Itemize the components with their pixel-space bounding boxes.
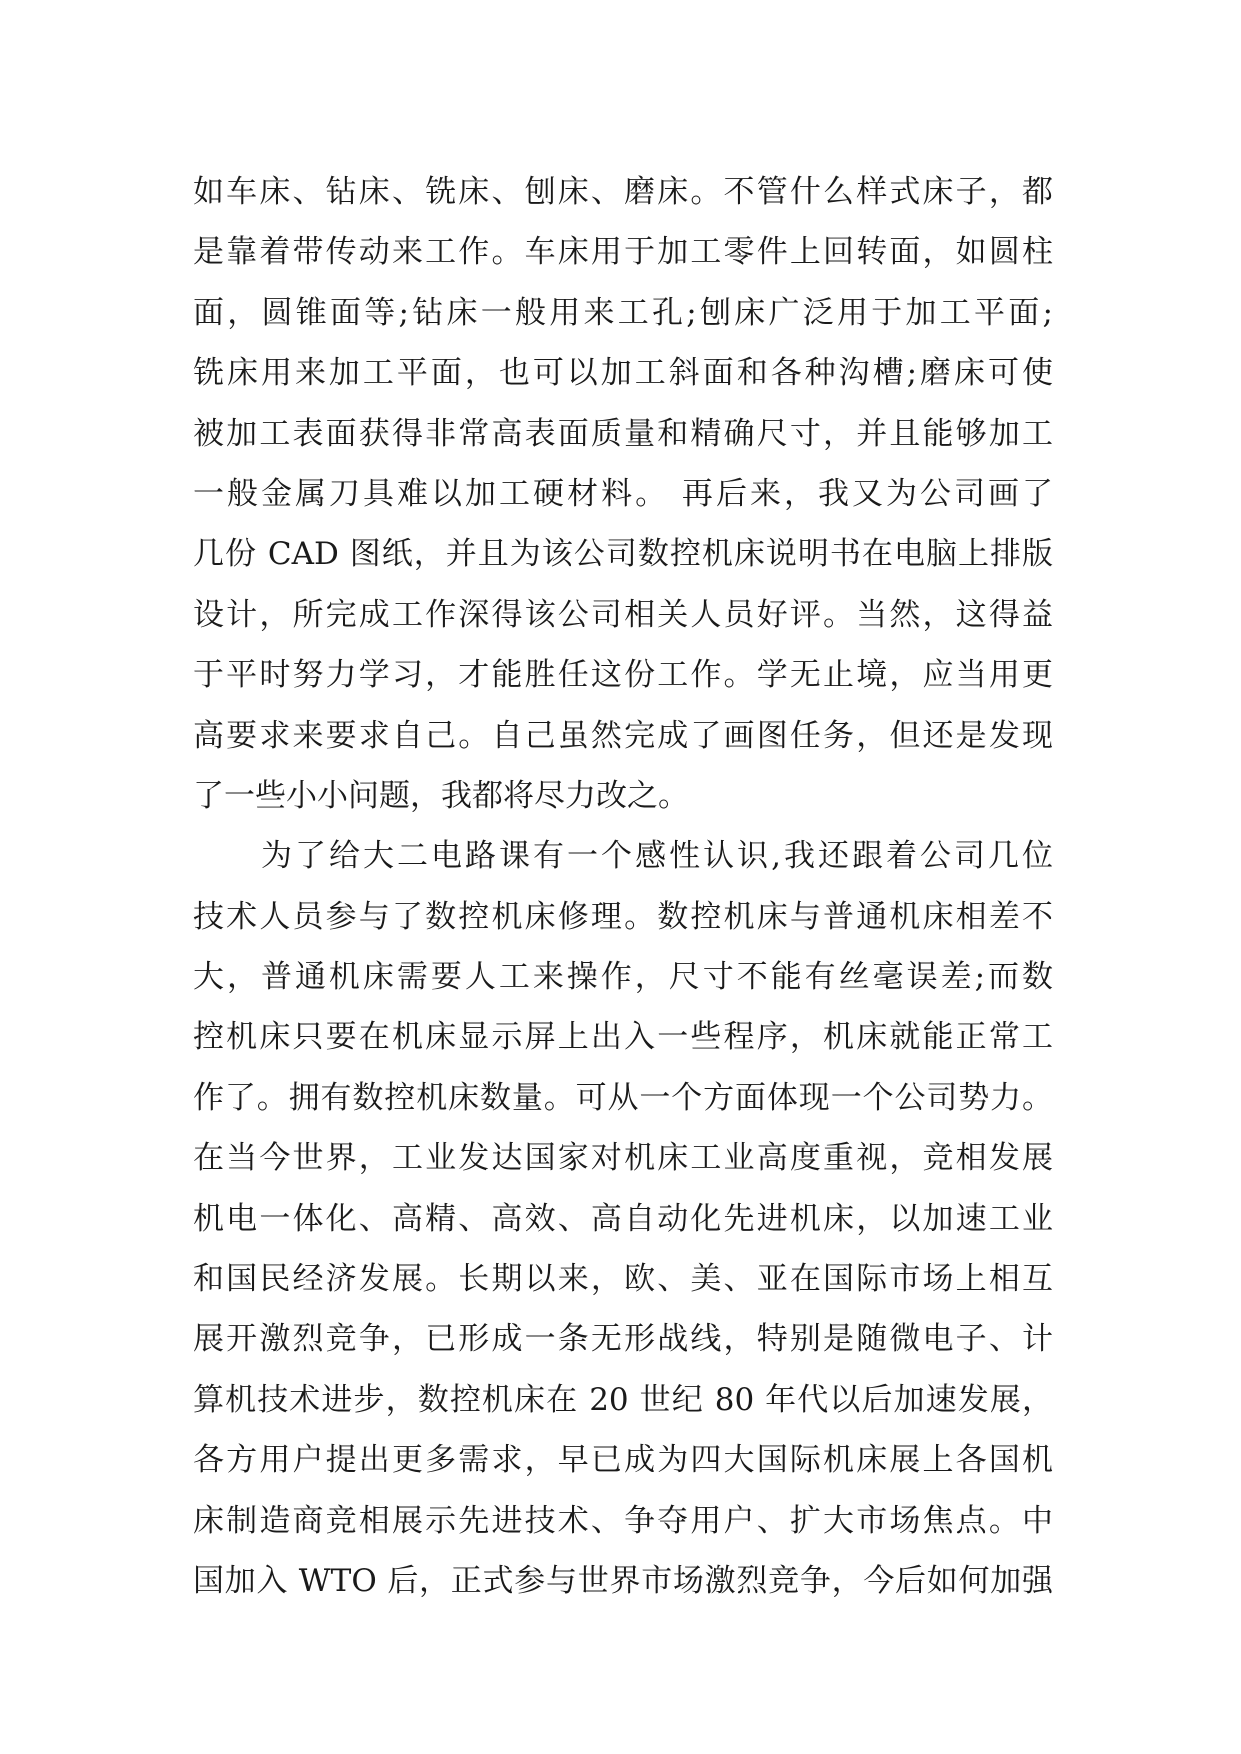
text-line: 算机技术进步，数控机床在 20 世纪 80 年代以后加速发展，: [193, 1381, 1053, 1418]
text-line: 展开激烈竞争，已形成一条无形战线，特别是随微电子、计: [193, 1321, 1053, 1358]
text-line: 被加工表面获得非常高表面质量和精确尺寸，并且能够加工: [193, 415, 1053, 452]
text-line: 床制造商竞相展示先进技术、争夺用户、扩大市场焦点。中: [193, 1502, 1053, 1539]
text-line: 技术人员参与了数控机床修理。数控机床与普通机床相差不: [193, 898, 1053, 935]
text-line: 一般金属刀具难以加工硬材料。 再后来，我又为公司画了: [193, 475, 1053, 512]
text-line: 大，普通机床需要人工来操作，尺寸不能有丝毫误差;而数: [193, 959, 1053, 996]
text-line: 面，圆锥面等;钻床一般用来工孔;刨床广泛用于加工平面;: [193, 294, 1053, 331]
text-line: 机电一体化、高精、高效、高自动化先进机床，以加速工业: [193, 1200, 1053, 1237]
text-line: 了一些小小问题，我都将尽力改之。: [193, 777, 689, 814]
text-line: 几份 CAD 图纸，并且为该公司数控机床说明书在电脑上排版: [193, 536, 1053, 573]
text-line: 于平时努力学习，才能胜任这份工作。学无止境，应当用更: [193, 657, 1053, 694]
text-line: 和国民经济发展。长期以来，欧、美、亚在国际市场上相互: [193, 1261, 1053, 1298]
text-line: 控机床只要在机床显示屏上出入一些程序，机床就能正常工: [193, 1019, 1053, 1056]
text-line: 高要求来要求自己。自己虽然完成了画图任务，但还是发现: [193, 717, 1053, 754]
text-line: 如车床、钻床、铣床、刨床、磨床。不管什么样式床子，都: [193, 174, 1053, 210]
text-line: 各方用户提出更多需求，早已成为四大国际机床展上各国机: [193, 1442, 1053, 1479]
text-line: 铣床用来加工平面，也可以加工斜面和各种沟槽;磨床可使: [193, 355, 1053, 392]
text-line: 是靠着带传动来工作。车床用于加工零件上回转面，如圆柱: [193, 234, 1053, 271]
text-line: 为了给大二电路课有一个感性认识,我还跟着公司几位: [261, 838, 1053, 875]
body-text: [193, 162, 1053, 1611]
text-line: 在当今世界，工业发达国家对机床工业高度重视，竞相发展: [193, 1140, 1053, 1177]
text-line: 设计，所完成工作深得该公司相关人员好评。当然，这得益: [193, 596, 1053, 633]
text-line: 作了。拥有数控机床数量。可从一个方面体现一个公司势力。: [193, 1079, 1053, 1116]
text-line: 国加入 WTO 后，正式参与世界市场激烈竞争，今后如何加强: [193, 1562, 1053, 1599]
